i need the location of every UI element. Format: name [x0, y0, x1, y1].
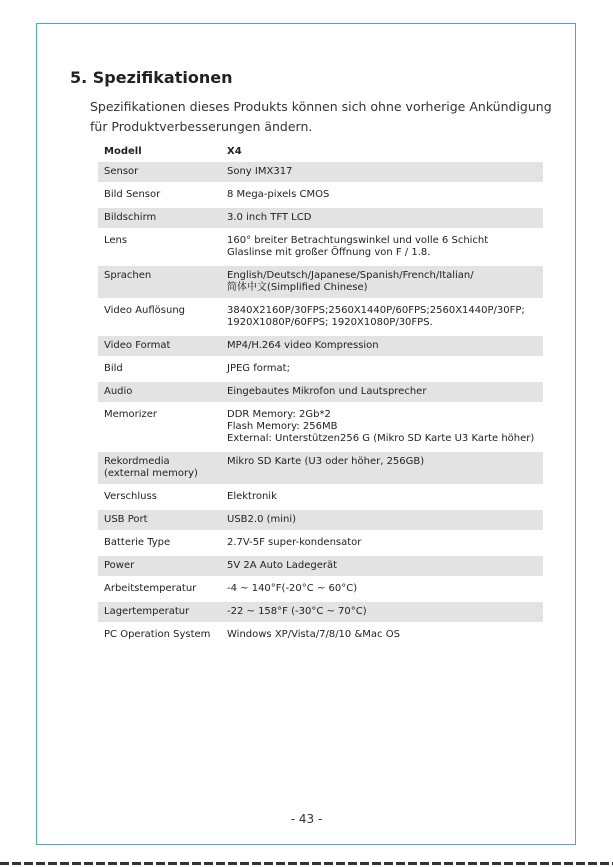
spec-value: Mikro SD Karte (U3 oder höher, 256GB) — [227, 456, 425, 467]
spec-value: 2.7V-5F super-kondensator — [227, 537, 362, 548]
spec-value: MP4/H.264 video Kompression — [227, 340, 379, 351]
spec-label: Power — [104, 560, 135, 571]
intro-line-1: Spezifikationen dieses Produkts können sich ohne vorherige Ankündigung — [90, 99, 552, 114]
row-gap — [98, 645, 543, 648]
spec-value: USB2.0 (mini) — [227, 514, 297, 525]
spec-row — [98, 162, 543, 182]
spec-row — [98, 382, 543, 402]
spec-row — [98, 602, 543, 622]
spec-row — [98, 266, 543, 298]
page-number: - 43 - — [290, 812, 323, 826]
spec-row — [98, 452, 543, 484]
spec-value: 5V 2A Auto Ladegerät — [227, 560, 338, 571]
spec-label: Sprachen — [104, 270, 152, 281]
spec-value: DDR Memory: 2Gb*2 Flash Memory: 256MB External: Unterstützen256 G (Mikro SD Karte U3 Karte höher) — [227, 409, 535, 444]
spec-label: Sensor — [104, 166, 139, 177]
spec-label: Bildschirm — [104, 212, 157, 223]
spec-row — [98, 625, 543, 645]
spec-value: -4 ~ 140°F(-20°C ~ 60°C) — [227, 583, 358, 594]
spec-row — [98, 336, 543, 356]
spec-row — [98, 579, 543, 599]
spec-label: Bild — [104, 363, 123, 374]
spec-value: Eingebautes Mikrofon und Lautsprecher — [227, 386, 427, 397]
spec-label: Memorizer — [104, 409, 158, 420]
spec-header-label: Modell — [104, 146, 142, 157]
spec-value: Windows XP/Vista/7/8/10 &Mac OS — [227, 629, 400, 640]
spec-label: USB Port — [104, 514, 148, 525]
spec-label: Audio — [104, 386, 133, 397]
spec-row — [98, 487, 543, 507]
spec-value: 160° breiter Betrachtungswinkel und volle 6 Schicht Glaslinse mit großer Öffnung von F / 1.8. — [227, 235, 489, 258]
spec-row — [98, 510, 543, 530]
spec-value: Sony IMX317 — [227, 166, 293, 177]
spec-label: Rekordmedia (external memory) — [104, 456, 198, 479]
spec-row — [98, 231, 543, 263]
section-intro — [90, 97, 560, 137]
spec-label: Video Auflösung — [104, 305, 186, 316]
spec-value: 3.0 inch TFT LCD — [227, 212, 312, 223]
spec-label: Arbeitstemperatur — [104, 583, 197, 594]
spec-label: PC Operation System — [104, 629, 211, 640]
spec-value: Elektronik — [227, 491, 277, 502]
spec-label: Lagertemperatur — [104, 606, 190, 617]
spec-label: Bild Sensor — [104, 189, 161, 200]
spec-row — [98, 185, 543, 205]
spec-label: Lens — [104, 235, 128, 246]
spec-value: JPEG format; — [227, 363, 290, 374]
spec-label: Video Format — [104, 340, 171, 351]
spec-row — [98, 556, 543, 576]
intro-line-2: für Produktverbesserungen ändern. — [90, 119, 313, 134]
spec-row — [98, 208, 543, 228]
spec-value: -22 ~ 158°F (-30°C ~ 70°C) — [227, 606, 367, 617]
spec-row — [98, 533, 543, 553]
spec-table — [98, 142, 543, 648]
spec-row — [98, 405, 543, 449]
spec-label: Verschluss — [104, 491, 157, 502]
spec-value: 8 Mega-pixels CMOS — [227, 189, 330, 200]
spec-value: English/Deutsch/Japanese/Spanish/French/Italian/ 简体中文(Simplified Chinese) — [227, 270, 474, 293]
spec-header-value: X4 — [227, 146, 242, 157]
bottom-dashed-border — [0, 862, 613, 865]
spec-row — [98, 301, 543, 333]
spec-row — [98, 359, 543, 379]
spec-value: 3840X2160P/30FPS;2560X1440P/60FPS;2560X1440P/30FP; 1920X1080P/60FPS; 1920X1080P/30FPS. — [227, 305, 525, 328]
section-title: 5. Spezifikationen — [70, 68, 233, 87]
spec-label: Batterie Type — [104, 537, 171, 548]
spec-header-row — [98, 142, 543, 162]
